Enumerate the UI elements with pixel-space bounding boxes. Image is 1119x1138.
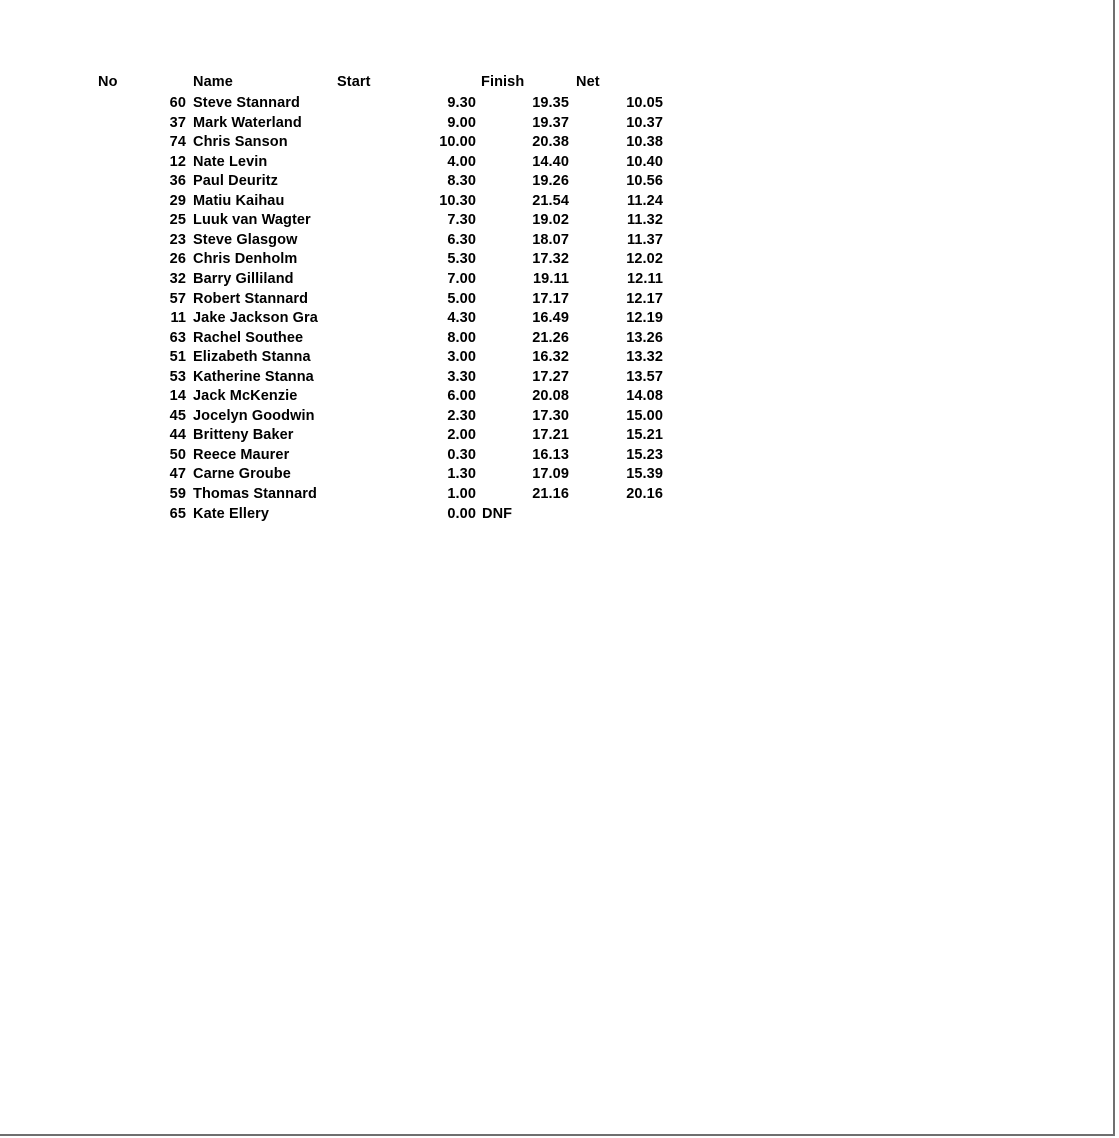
row-no-cell: 23 [169,232,186,248]
row-name-cell: Jake Jackson Gra [193,310,318,326]
page-edge-right [1113,0,1115,1136]
row-finish-cell: 19.11 [533,271,569,287]
row-start-cell: 10.00 [439,134,476,150]
row-net-cell: 12.19 [626,310,663,326]
row-no-cell: 29 [169,193,186,209]
row-name-cell: Steve Glasgow [193,232,298,248]
row-start-cell: 1.00 [447,486,476,502]
row-start-cell: 1.30 [447,466,476,482]
row-no-cell: 36 [169,173,186,189]
row-start-cell: 9.00 [447,115,476,131]
row-net-cell: 13.26 [626,330,663,346]
row-name-cell: Barry Gilliland [193,271,294,287]
row-no-cell: 47 [169,466,186,482]
header-finish: Finish [481,74,525,90]
row-start-cell: 2.00 [447,427,476,443]
row-finish-cell: 17.32 [532,251,569,267]
row-no-cell: 12 [169,154,186,170]
row-net-cell: 12.02 [626,251,663,267]
row-finish-cell: DNF [482,506,513,522]
row-finish-cell: 17.27 [532,369,569,385]
row-no-cell: 65 [169,506,186,522]
row-name-cell: Britteny Baker [193,427,294,443]
row-finish-cell: 16.32 [532,349,569,365]
row-start-cell: 0.00 [447,506,476,522]
row-net-cell: 13.32 [626,349,663,365]
row-net-cell: 10.05 [626,95,663,111]
row-net-cell: 15.23 [626,447,663,463]
row-net-cell: 15.39 [626,466,663,482]
row-net-cell: 10.37 [626,115,663,131]
row-net-cell: 10.56 [626,173,663,189]
row-name-cell: Paul Deuritz [193,173,278,189]
row-name-cell: Katherine Stanna [193,369,314,385]
row-no-cell: 32 [169,271,186,287]
header-no: No [98,74,118,90]
row-net-cell: 15.00 [626,408,663,424]
row-no-cell: 60 [169,95,186,111]
row-start-cell: 6.30 [447,232,476,248]
row-no-cell: 26 [169,251,186,267]
row-no-cell: 57 [169,291,186,307]
row-net-cell: 13.57 [626,369,663,385]
row-finish-cell: 21.54 [532,193,569,209]
row-net-cell: 12.17 [626,291,663,307]
row-no-cell: 44 [169,427,186,443]
row-net-cell: 11.24 [627,193,663,209]
row-net-cell: 20.16 [626,486,663,502]
row-no-cell: 50 [169,447,186,463]
row-finish-cell: 16.13 [532,447,569,463]
row-net-cell: 10.40 [626,154,663,170]
row-start-cell: 5.30 [447,251,476,267]
row-name-cell: Chris Sanson [193,134,288,150]
row-finish-cell: 17.30 [532,408,569,424]
row-name-cell: Jack McKenzie [193,388,298,404]
row-name-cell: Matiu Kaihau [193,193,285,209]
row-no-cell: 59 [169,486,186,502]
row-start-cell: 7.00 [447,271,476,287]
row-finish-cell: 21.26 [532,330,569,346]
row-name-cell: Chris Denholm [193,251,298,267]
row-net-cell: 15.21 [626,427,663,443]
row-name-cell: Mark Waterland [193,115,302,131]
row-net-cell: 11.37 [627,232,663,248]
row-finish-cell: 18.07 [532,232,569,248]
row-net-cell: 14.08 [626,388,663,404]
row-no-cell: 45 [169,408,186,424]
row-finish-cell: 17.17 [532,291,569,307]
row-start-cell: 4.30 [447,310,476,326]
row-name-cell: Kate Ellery [193,506,270,522]
row-name-cell: Steve Stannard [193,95,300,111]
row-start-cell: 8.30 [447,173,476,189]
row-start-cell: 3.30 [447,369,476,385]
row-finish-cell: 20.08 [532,388,569,404]
row-finish-cell: 16.49 [532,310,569,326]
row-start-cell: 10.30 [439,193,476,209]
row-finish-cell: 20.38 [532,134,569,150]
row-no-cell: 63 [169,330,186,346]
row-no-cell: 11 [170,310,186,326]
row-name-cell: Nate Levin [193,154,268,170]
row-no-cell: 14 [169,388,186,404]
row-start-cell: 2.30 [447,408,476,424]
row-start-cell: 5.00 [447,291,476,307]
row-name-cell: Thomas Stannard [193,486,317,502]
row-finish-cell: 19.02 [532,212,569,228]
row-no-cell: 37 [169,115,186,131]
row-start-cell: 4.00 [447,154,476,170]
row-no-cell: 51 [169,349,186,365]
row-no-cell: 25 [169,212,186,228]
row-finish-cell: 17.09 [532,466,569,482]
row-name-cell: Jocelyn Goodwin [193,408,315,424]
row-no-cell: 74 [169,134,186,150]
row-finish-cell: 21.16 [532,486,569,502]
header-name: Name [193,74,233,90]
row-name-cell: Rachel Southee [193,330,304,346]
row-finish-cell: 19.37 [532,115,569,131]
row-no-cell: 53 [169,369,186,385]
row-name-cell: Carne Groube [193,466,291,482]
row-net-cell: 12.11 [627,271,663,287]
row-finish-cell: 19.35 [532,95,569,111]
row-start-cell: 3.00 [447,349,476,365]
header-start: Start [337,74,371,90]
row-start-cell: 0.30 [447,447,476,463]
row-start-cell: 6.00 [447,388,476,404]
header-net: Net [576,74,600,90]
row-finish-cell: 14.40 [532,154,569,170]
row-name-cell: Luuk van Wagter [193,212,311,228]
row-start-cell: 7.30 [447,212,476,228]
row-start-cell: 8.00 [447,330,476,346]
row-start-cell: 9.30 [447,95,476,111]
row-name-cell: Elizabeth Stanna [193,349,311,365]
row-finish-cell: 17.21 [532,427,569,443]
row-net-cell: 11.32 [627,212,663,228]
row-net-cell: 10.38 [626,134,663,150]
row-name-cell: Robert Stannard [193,291,309,307]
row-finish-cell: 19.26 [532,173,569,189]
page-edge-bottom [0,1134,1115,1136]
row-name-cell: Reece Maurer [193,447,290,463]
